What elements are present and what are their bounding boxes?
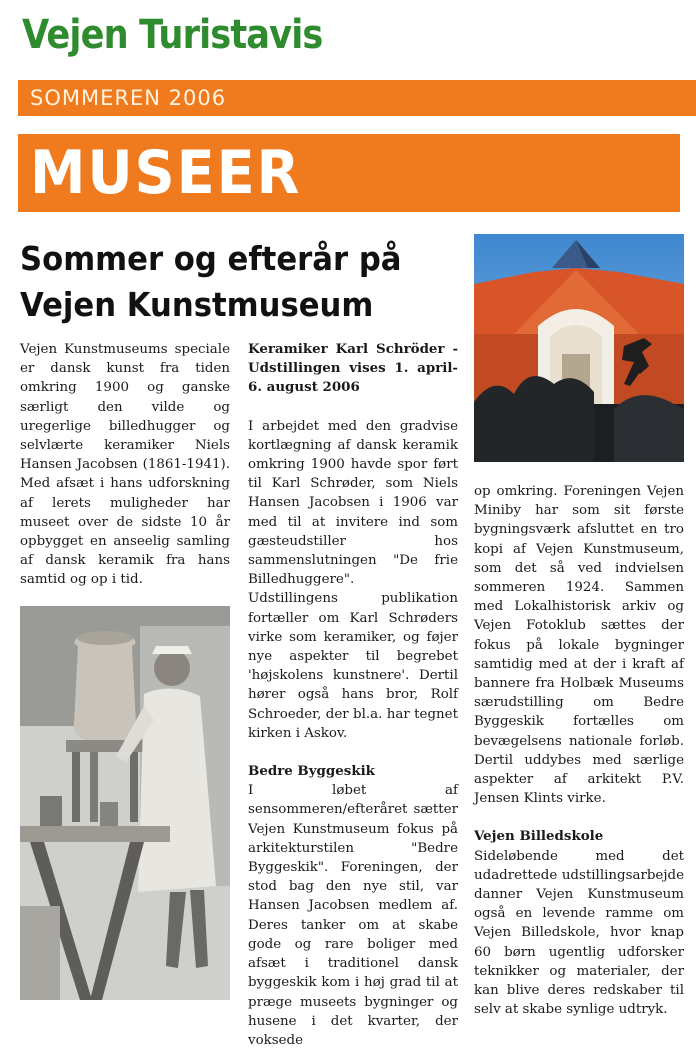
museum-photo	[474, 234, 684, 462]
article3-subhead: Vejen Billedskole	[474, 828, 604, 845]
season-label: SOMMEREN 2006	[30, 86, 227, 110]
intro-column	[20, 340, 230, 590]
middle-column	[248, 340, 458, 1050]
right-column	[474, 482, 684, 1019]
masthead-title: Vejen Turistavis	[22, 12, 323, 58]
article1-paragraph-1: I arbejdet med den gradvise kortlægning af dansk keramik omkring 1900 havde spor ført til Karl Schrøder, som Niels Hansen Jacobsen i 1906 var med til at invitere ind som gæsteudstiller hos sammenslutningen "De frie Billedhuggere".	[248, 418, 458, 588]
article-headline	[20, 236, 429, 328]
potter-photo	[20, 606, 230, 1000]
headline-line-2: Vejen Kunstmuseum	[20, 285, 374, 324]
intro-text: Vejen Kunstmuseums speciale er dansk kunst fra tiden omkring 1900 og ganske særligt den vilde og uregerlige billedhugger og selvlærte keramiker Niels Hansen Jacobsen (1861-1941). Med afsæt i hans udforskning af lerets muligheder har museet over de sidste 10 år opbygget en anseelig samling af dansk keramik fra hans samtid og op i tid.	[20, 342, 230, 588]
article2-paragraph-1: I løbet af sensommeren/efteråret sætter Vejen Kunstmuseum fokus på arkitekturstilen "Bedre Byggeskik". Foreningen, der stod bag den nye stil, var Hansen Jacobsen medlem af. Deres tanker om at skabe gode og rare boliger med afsæt i traditionel dansk byggeskik kom i høj grad til at præge museets bygninger og husene i det kvarter, der voksede	[248, 783, 458, 1048]
article1-paragraph-2: Udstillingens publikation fortæller om Karl Schrøders virke som keramiker, og føjer nye aspekter til begrebet 'højskolens kunstnere'. Dertil hører også hans bror, Rolf Schroeder, der bl.a. har tegnet kirken i Askov.	[248, 591, 458, 741]
article3-paragraph-1: Sideløbende med det udadrettede udstillingsarbejde danner Vejen Kunstmuseum også en levende ramme om Vejen Billedskole, hvor knap 60 børn ugentlig udforsker teknikker og materialer, der kan blive deres redskaber til selv at skabe synlige udtryk.	[474, 848, 684, 1018]
article2-paragraph-1-continued: op omkring. Foreningen Vejen Miniby har som sit første bygningsværk afsluttet en tro kopi af Vejen Kunstmuseum, som det så ved indvielsen sommeren 1924. Sammen med Lokalhistorisk arkiv og Vejen Fotoklub sættes der fokus på lokale bygninger samtidig med at der i kraft af bannere fra Holbæk Museums særudstilling om Bedre Byggeskik fortælles om bevægelsens nationale forløb. Dertil uddybes med særlige aspekter af arkitekt P.V. Jensen Klints virke.	[474, 484, 684, 807]
section-title: MUSEER	[30, 138, 302, 208]
headline-line-1: Sommer og efterår på	[20, 239, 402, 278]
article2-subhead: Bedre Byggeskik	[248, 763, 375, 780]
article1-subhead: Keramiker Karl Schröder - Udstillingen vises 1. april-6. august 2006	[248, 341, 458, 396]
